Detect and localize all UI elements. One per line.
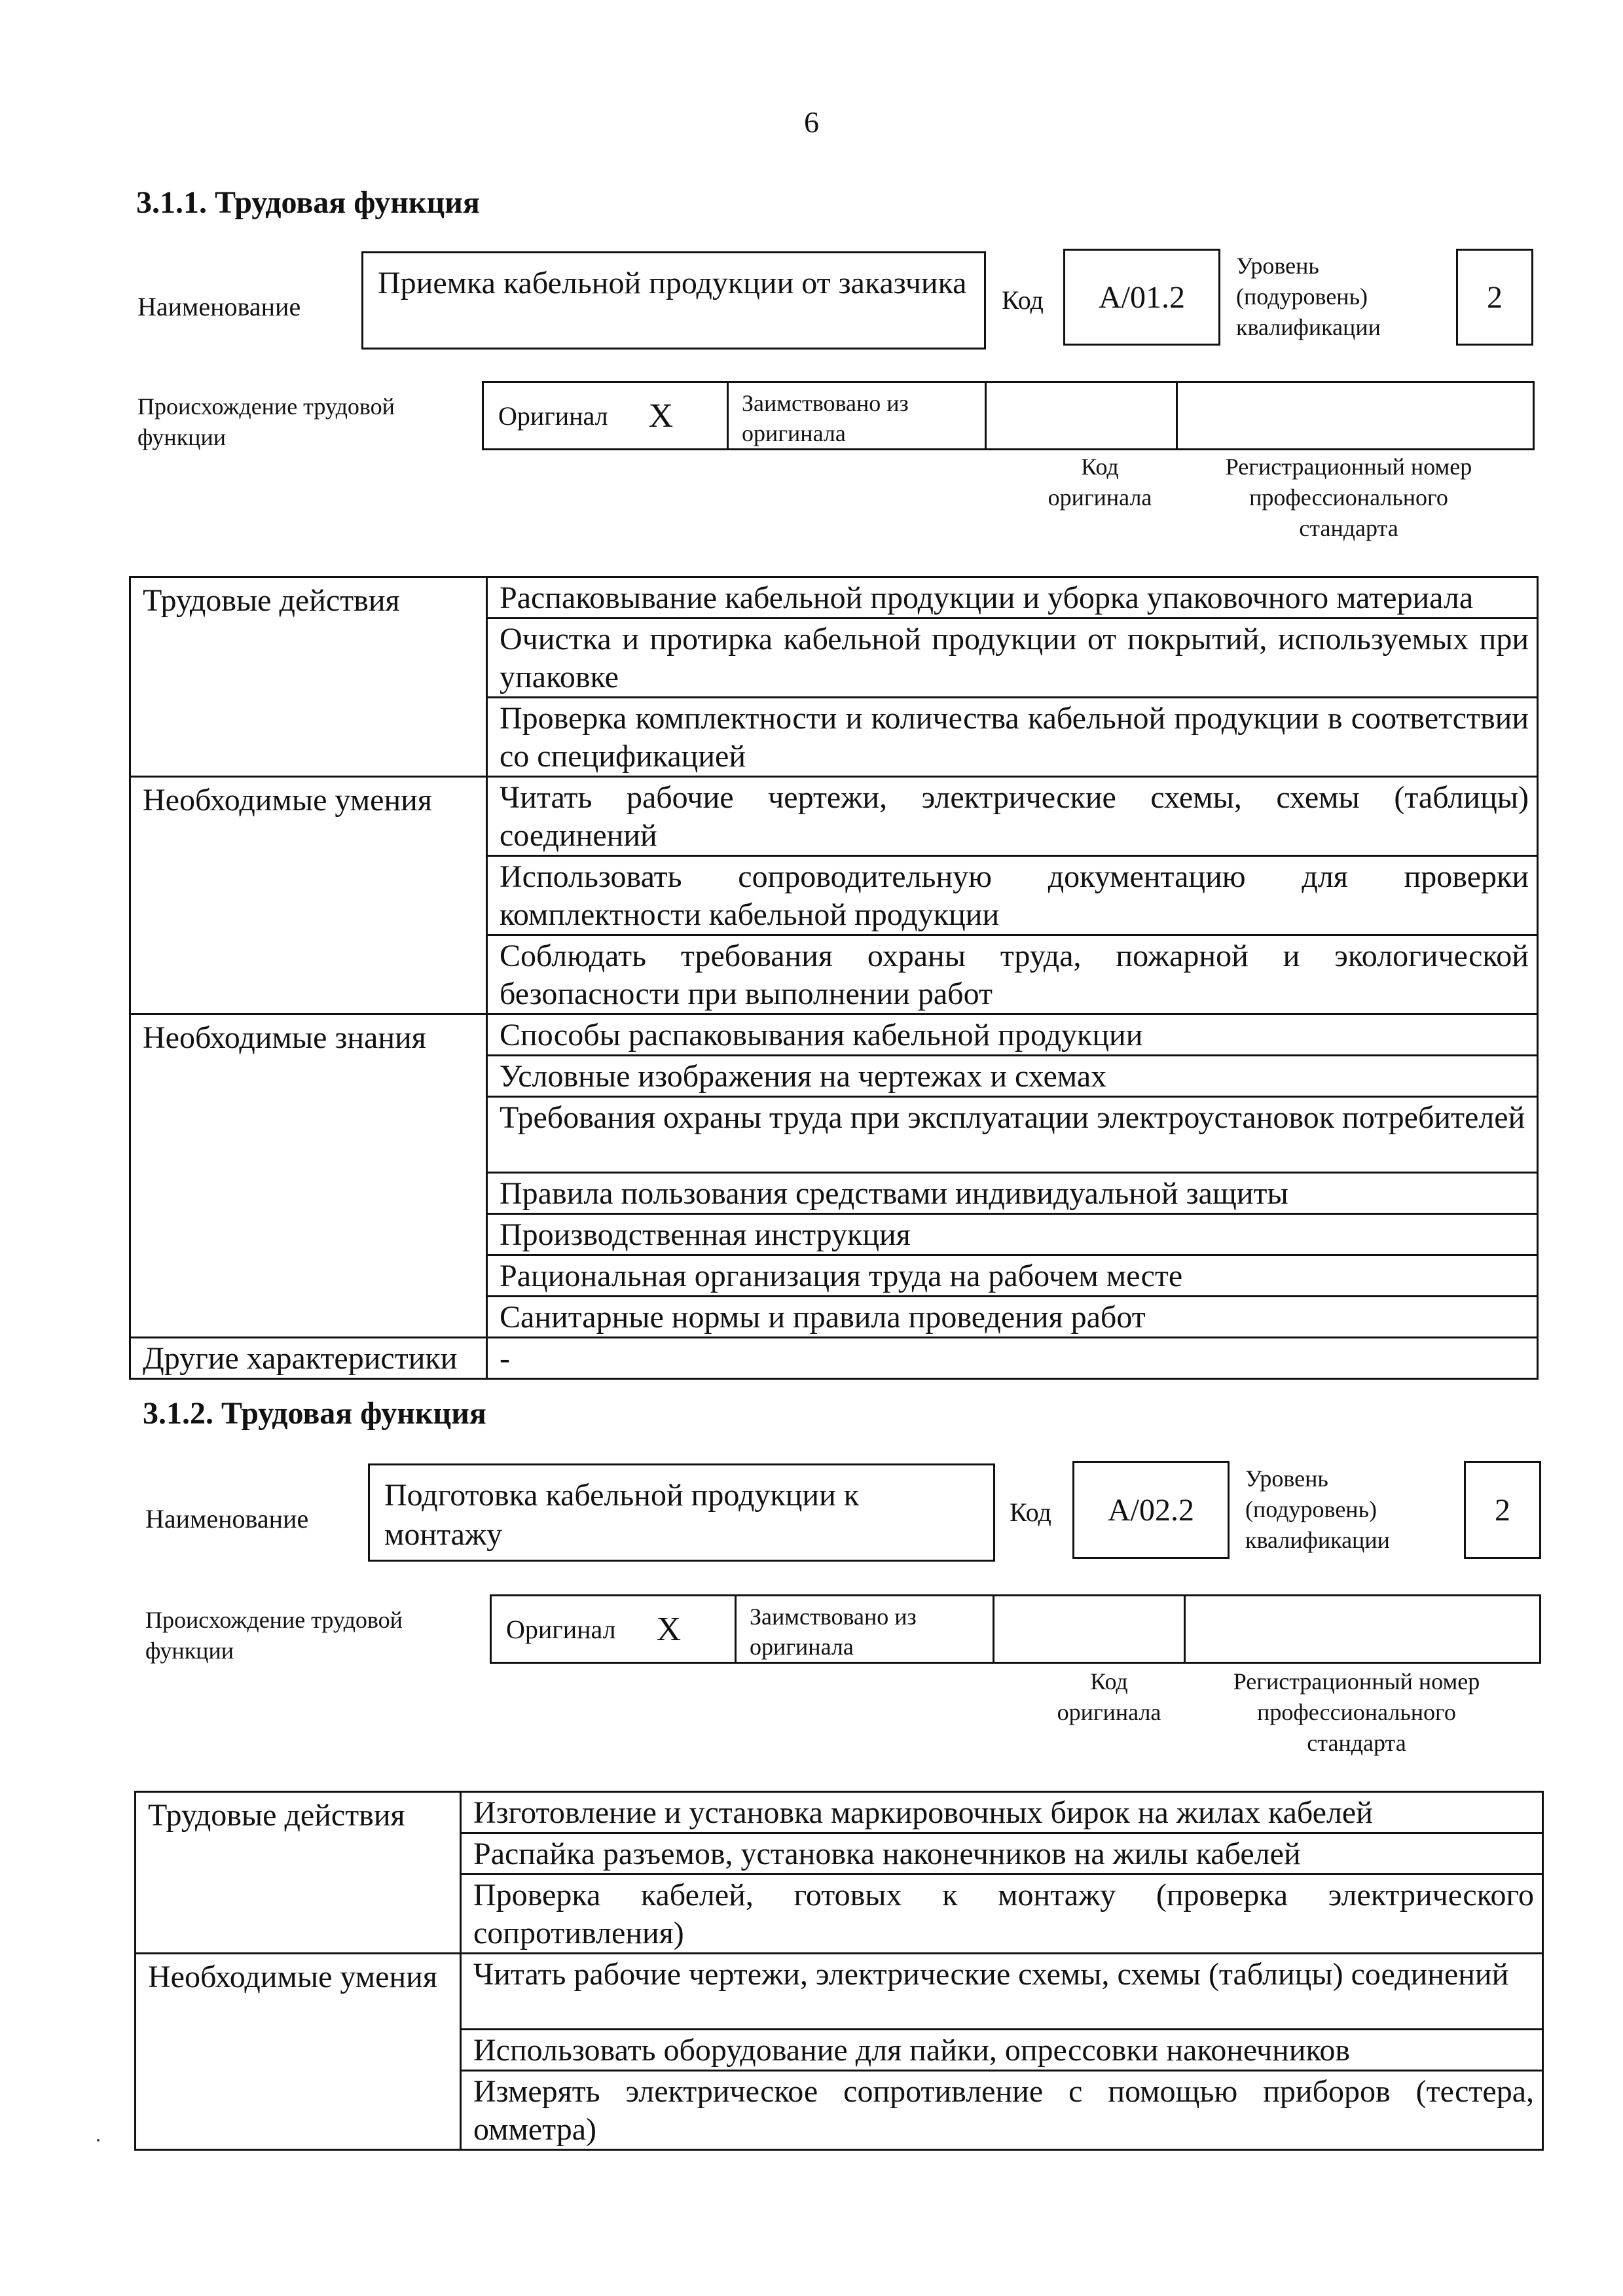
level-label: Уровень (подуровень) квалификации [1236,253,1381,340]
level-box [1464,1461,1541,1559]
name-label: Наименование [145,1504,309,1534]
item-cell: Читать рабочие чертежи, электрические схемы, схемы (таблицы) соединений [487,777,1538,856]
table-row [136,1792,1543,1833]
item-cell: Проверка кабелей, готовых к монтажу (проверка электрического сопротивления) [461,1874,1543,1954]
origin-row [482,381,1535,450]
item-cell: Рациональная организация труда на рабочем месте [487,1255,1538,1297]
borrowed-cell [737,1596,994,1662]
table-row [130,1338,1538,1379]
reg-number-cell [1178,383,1533,448]
code-original-label: Код оригинала [1057,1668,1161,1725]
table-row [130,577,1538,619]
item-cell: Распайка разъемов, установка наконечников на жилы кабелей [461,1833,1543,1874]
function-table [129,576,1539,1380]
category-cell: Необходимые знания [130,1014,487,1338]
item-cell: Измерять электрическое сопротивление с помощью приборов (тестера, омметра) [461,2071,1543,2150]
original-cell [492,1596,737,1662]
item-cell: Правила пользования средствами индивидуальной защиты [487,1173,1538,1214]
scan-speck [97,2139,100,2142]
function-code: A/02.2 [1108,1492,1194,1528]
original-label: Оригинал [498,401,608,431]
item-cell: Способы распаковывания кабельной продукции [487,1014,1538,1056]
function-table [134,1791,1544,2151]
code-box [1063,249,1220,346]
function-name-box [368,1463,995,1562]
code-original-label: Код оригинала [1048,454,1152,511]
code-original-cell [987,383,1178,448]
section-title: 3.1.2. Трудовая функция [143,1396,486,1431]
category-cell: Трудовые действия [136,1792,461,1954]
page-number: 6 [804,105,819,139]
origin-label: Происхождение трудовой функции [145,1607,403,1664]
reg-number-cell [1186,1596,1539,1662]
borrowed-label: Заимствовано из оригинала [750,1604,917,1660]
original-cell [484,383,729,448]
level-value: 2 [1487,279,1503,315]
item-cell: Проверка комплектности и количества кабельной продукции в соответствии со спецификацией [487,698,1538,777]
category-cell: Необходимые умения [136,1954,461,2150]
item-cell: Использовать оборудование для пайки, опрессовки наконечников [461,2030,1543,2071]
item-cell: Санитарные нормы и правила проведения работ [487,1297,1538,1338]
item-cell: Требования охраны труда при эксплуатации электроустановок потребителей [487,1097,1538,1173]
level-label: Уровень (подуровень) квалификации [1245,1465,1390,1553]
table-row [130,1014,1538,1056]
code-box [1072,1461,1230,1559]
function-code: A/01.2 [1099,279,1185,315]
item-cell: Использовать сопроводительную документацию для проверки комплектности кабельной продукции [487,856,1538,935]
item-cell: Производственная инструкция [487,1214,1538,1255]
category-cell: Другие характеристики [130,1338,487,1379]
table-row [136,1954,1543,2030]
original-mark: X [656,1610,682,1648]
category-cell: Необходимые умения [130,777,487,1014]
item-cell: Распаковывание кабельной продукции и уборка упаковочного материала [487,577,1538,619]
item-cell: Соблюдать требования охраны труда, пожарной и экологической безопасности при выполнении работ [487,935,1538,1014]
reg-number-label: Регистрационный номер профессионального стандарта [1233,1668,1480,1756]
level-value: 2 [1495,1492,1510,1528]
reg-number-label: Регистрационный номер профессионального стандарта [1225,454,1472,541]
category-cell: Трудовые действия [130,577,487,777]
item-cell: Читать рабочие чертежи, электрические схемы, схемы (таблицы) соединений [461,1954,1543,2030]
origin-row [490,1594,1541,1664]
level-box [1456,249,1533,346]
origin-label: Происхождение трудовой функции [137,393,395,450]
code-original-cell [994,1596,1186,1662]
code-label: Код [1002,285,1044,315]
table-row [130,777,1538,856]
function-name: Подготовка кабельной продукции к монтажу [384,1478,860,1552]
item-cell: Очистка и протирка кабельной продукции от покрытий, используемых при упаковке [487,619,1538,698]
code-label: Код [1010,1498,1051,1527]
function-name-box [361,251,986,350]
borrowed-label: Заимствовано из оригинала [742,390,909,446]
original-mark: X [648,397,674,435]
item-cell: - [487,1338,1538,1379]
name-label: Наименование [137,292,301,321]
item-cell: Изготовление и установка маркировочных бирок на жилах кабелей [461,1792,1543,1833]
borrowed-cell [729,383,987,448]
item-cell: Условные изображения на чертежах и схемах [487,1056,1538,1097]
section-title: 3.1.1. Трудовая функция [136,185,480,220]
original-label: Оригинал [506,1614,616,1644]
function-name: Приемка кабельной продукции от заказчика [378,266,967,300]
